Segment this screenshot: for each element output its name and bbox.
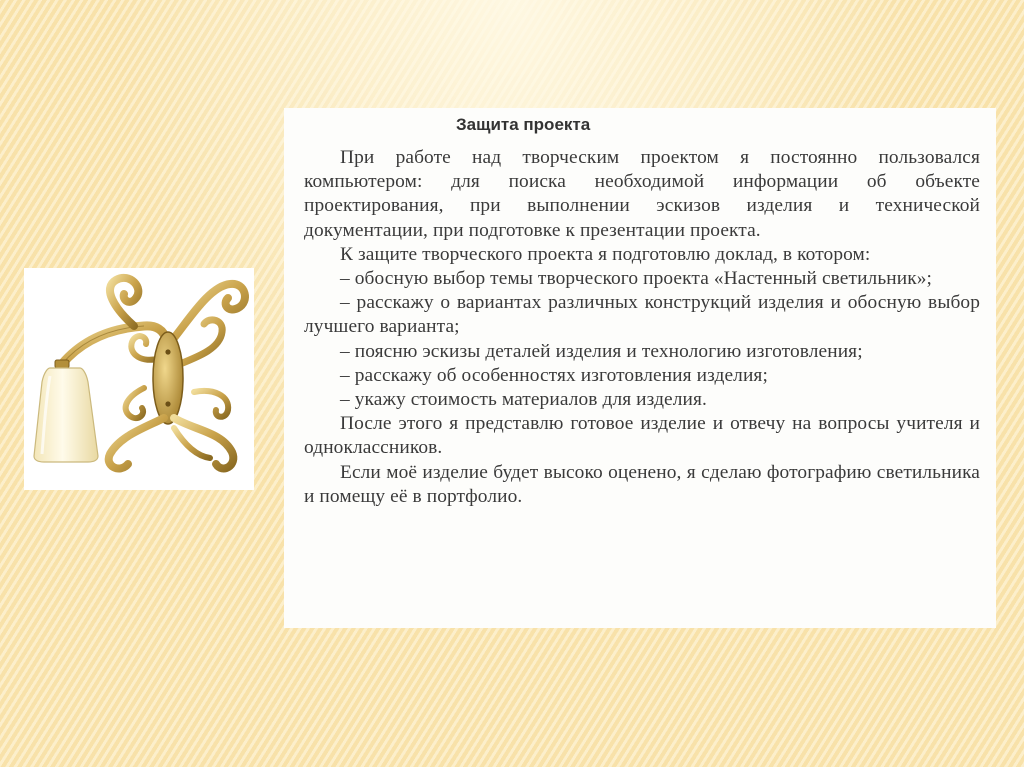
paragraph: К защите творческого проекта я подготовлю доклад, в котором:: [340, 243, 871, 265]
paragraph: При работе над творческим проектом я постоянно пользовался компьютером: для поиска необходимой информации об объекте проектирования, при выполнении эскизов изделия и технической документации, при подготовке к презентации проекта.: [304, 147, 980, 241]
paragraph: Если моё изделие будет высоко оценено, я сделаю фотографию светильника и помещу её в портфолио.: [304, 461, 980, 507]
section-heading: Защита проекта: [456, 115, 591, 134]
list-item: – укажу стоимость материалов для изделия.: [340, 389, 707, 411]
paragraph: После этого я представлю готовое изделие и отвечу на вопросы учителя и одноклассников.: [304, 413, 980, 459]
project-defense-text-card: [284, 108, 996, 628]
list-item: – расскажу об особенностях изготовления изделия;: [340, 364, 768, 386]
list-item: – обосную выбор темы творческого проекта «Настенный светильник»;: [340, 268, 933, 290]
wall-lamp-illustration: [24, 268, 254, 490]
lamp-illustration-card: [24, 268, 254, 490]
list-item: – поясню эскизы деталей изделия и технологию изготовления;: [340, 340, 863, 362]
list-item: – расскажу о вариантах различных конструкций изделия и обосную выбор лучшего варианта;: [304, 292, 980, 338]
